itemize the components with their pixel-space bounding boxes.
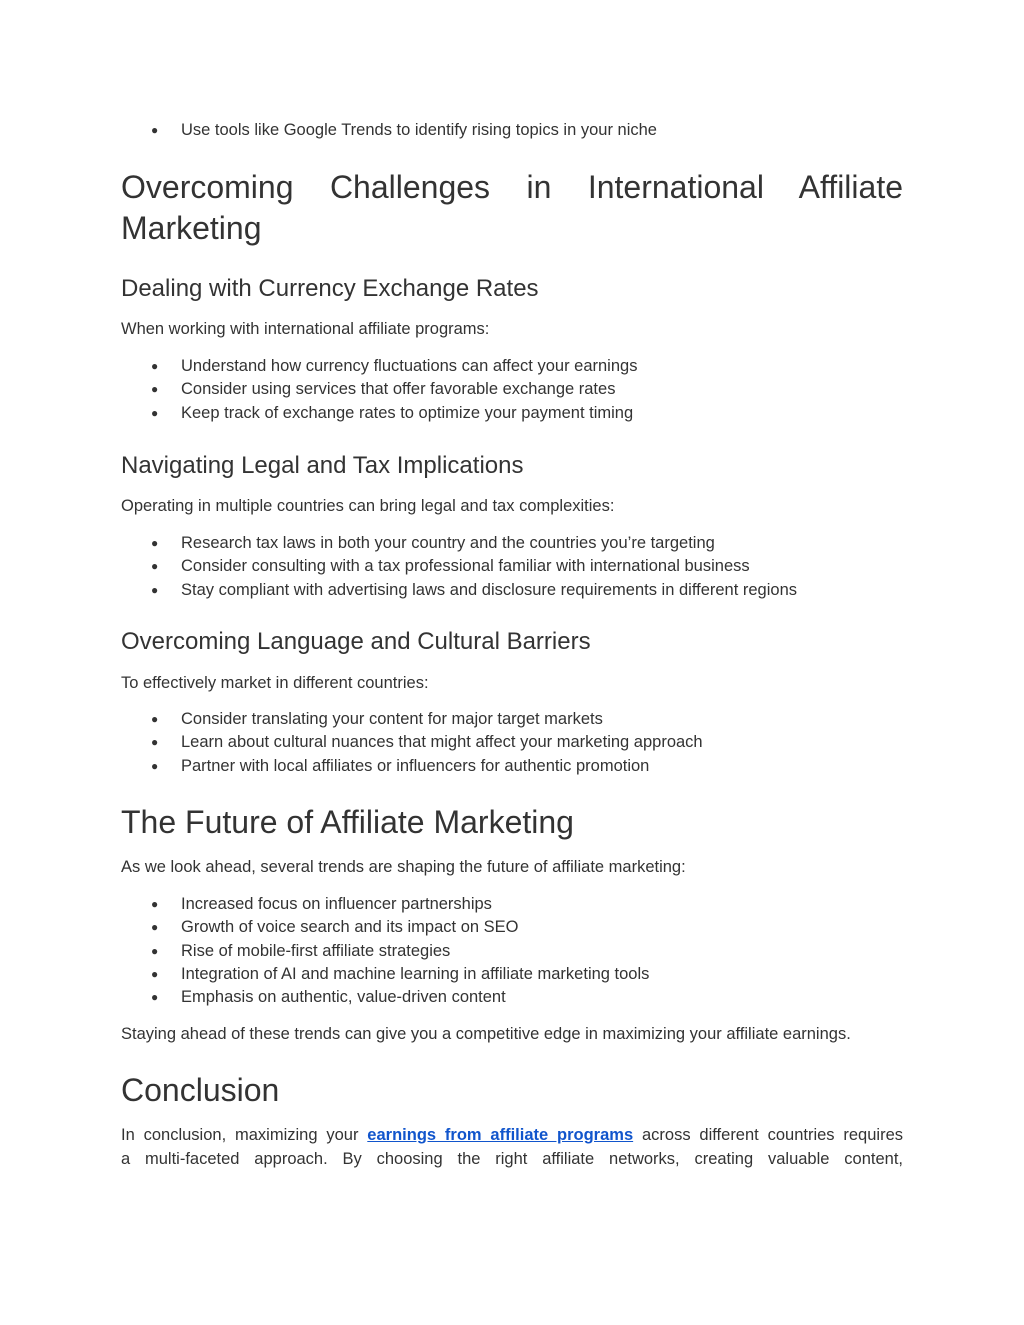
heading-language: Overcoming Language and Cultural Barriers [121, 628, 591, 655]
legal-list [121, 532, 903, 602]
conclusion-text-before-link: In conclusion, maximizing your [121, 1126, 368, 1144]
currency-intro: When working with international affiliate programs: [121, 320, 490, 338]
list-item: ● Integration of AI and machine learning in affiliate marketing tools [121, 963, 903, 986]
list-item: ● Rise of mobile-first affiliate strategies [121, 940, 903, 963]
legal-intro: Operating in multiple countries can bring legal and tax complexities: [121, 497, 615, 515]
language-list [121, 708, 903, 778]
list-item: ● Increased focus on influencer partnerships [121, 893, 903, 916]
list-item: ● Learn about cultural nuances that might affect your marketing approach [121, 731, 903, 754]
heading-challenges-line1: Overcoming Challenges in International Affiliate [121, 169, 903, 205]
heading-challenges-line2: Marketing [121, 210, 262, 246]
list-item: ● Research tax laws in both your country and the countries you’re targeting [121, 532, 903, 555]
heading-challenges-cont [121, 208, 903, 249]
heading-challenges [121, 167, 903, 208]
list-item: ● Partner with local affiliates or influencers for authentic promotion [121, 755, 903, 778]
conclusion-text-after-link: across different countries requires [633, 1126, 903, 1144]
future-list [121, 893, 903, 1009]
list-item: ● Consider using services that offer favorable exchange rates [121, 378, 903, 401]
heading-legal: Navigating Legal and Tax Implications [121, 452, 524, 479]
list-item: ● Growth of voice search and its impact on SEO [121, 916, 903, 939]
list-item: ● Stay compliant with advertising laws and disclosure requirements in different regions [121, 579, 903, 602]
list-item: ● Consider translating your content for major target markets [121, 708, 903, 731]
future-intro: As we look ahead, several trends are shaping the future of affiliate marketing: [121, 858, 686, 876]
currency-list [121, 355, 903, 425]
list-item: ● Keep track of exchange rates to optimize your payment timing [121, 402, 903, 425]
list-item: ● Emphasis on authentic, value-driven content [121, 986, 903, 1009]
list-item: ● Consider consulting with a tax professional familiar with international business [121, 555, 903, 578]
top-bullet-list [121, 119, 903, 142]
list-item: ● Understand how currency fluctuations can affect your earnings [121, 355, 903, 378]
affiliate-earnings-link[interactable]: earnings from affiliate programs [367, 1126, 634, 1144]
heading-currency: Dealing with Currency Exchange Rates [121, 275, 539, 302]
future-outro: Staying ahead of these trends can give you a competitive edge in maximizing your affiliate earnings. [121, 1025, 851, 1043]
language-intro: To effectively market in different countries: [121, 674, 429, 692]
heading-future: The Future of Affiliate Marketing [121, 804, 574, 840]
conclusion-line2: a multi-faceted approach. By choosing the right affiliate networks, creating valuable content, [121, 1150, 903, 1168]
list-item: ● Use tools like Google Trends to identify rising topics in your niche [121, 119, 903, 142]
conclusion-line1 [121, 1124, 903, 1147]
heading-conclusion: Conclusion [121, 1072, 280, 1108]
